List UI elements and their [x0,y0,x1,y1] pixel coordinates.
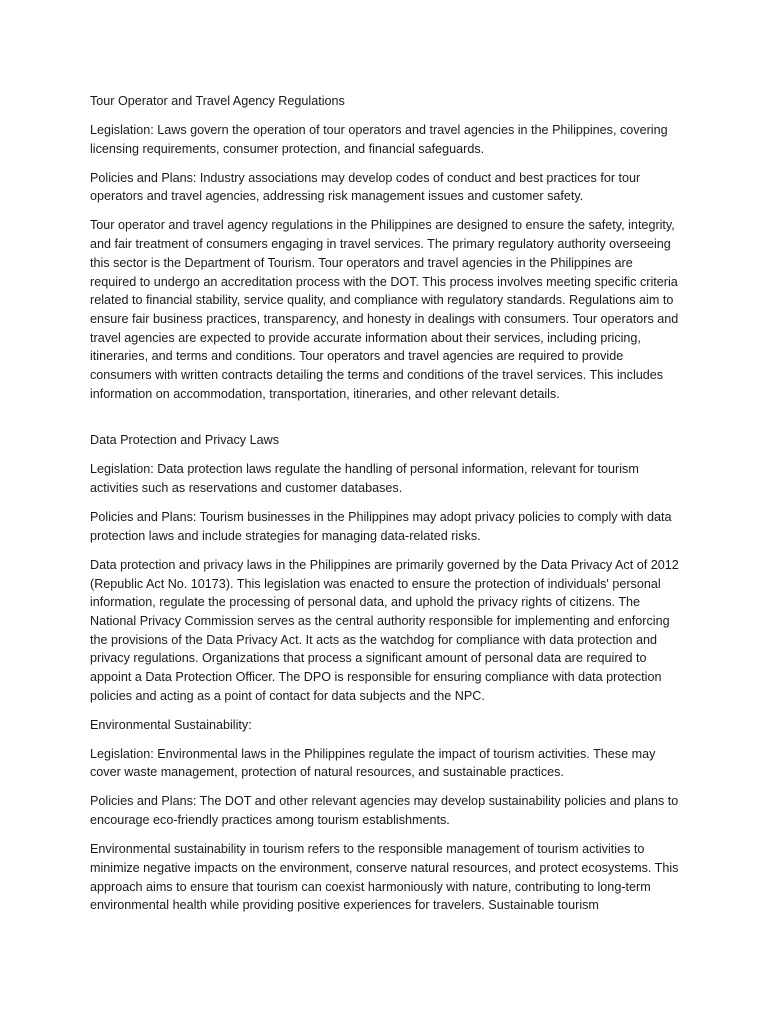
section-policies-tour-operator: Policies and Plans: Industry associations may develop codes of conduct and best practices for tour operators and travel agencies, addressing risk management issues and customer safety. [90,170,641,204]
section-title-data-protection: Data Protection and Privacy Laws [90,433,279,448]
section-legislation-environmental: Legislation: Environmental laws in the Philippines regulate the impact of tourism activities. These may cover waste management, protection of natural resources, and sustainable practices. [90,746,656,780]
section-title-environmental: Environmental Sustainability: [90,717,252,732]
section-body-data-protection: Data protection and privacy laws in the Philippines are primarily governed by the Data Privacy Act of 2012 (Republic Act No. 10173). This legislation was enacted to ensure the protection of individuals' personal information, regulate the processing of personal data, and uphold the privacy rights of citizens. The National Privacy Commission serves as the central authority responsible for implementing and enforcing the provisions of the Data Privacy Act. It acts as the watchdog for compliance with data protection and privacy regulations. Organizations that process a significant amount of personal data are required to appoint a Data Protection Officer. The DPO is responsible for ensuring compliance with data protection policies and acting as a point of contact for data subjects and the NPC. [90,557,679,703]
section-policies-environmental: Policies and Plans: The DOT and other relevant agencies may develop sustainability policies and plans to encourage eco-friendly practices among tourism establishments. [90,794,679,828]
section-title-tour-operator: Tour Operator and Travel Agency Regulations [90,94,345,108]
section-body-environmental: Environmental sustainability in tourism refers to the responsible management of tourism activities to minimize negative impacts on the environment, conserve natural resources, and protect ecosystems. This approach aims to ensure that tourism can coexist harmoniously with nature, contributing to long-term environmental health while providing positive experiences for travelers. Sustainable tourism [90,842,679,913]
section-policies-data-protection: Policies and Plans: Tourism businesses in the Philippines may adopt privacy policies to comply with data protection laws and include strategies for managing data-related risks. [90,510,672,543]
section-legislation-data-protection: Legislation: Data protection laws regulate the handling of personal information, relevant for tourism activities such as reservations and customer databases. [90,462,639,496]
section-body-tour-operator: Tour operator and travel agency regulations in the Philippines are designed to ensure the safety, integrity, and fair treatment of consumers engaging in travel services. The primary regulatory authority overseeing this sector is the Department of Tourism. Tour operators and travel agencies in the Philippines are required to undergo an accreditation process with the DOT. This process involves meeting specific criteria related to financial stability, service quality, and compliance with regulatory standards. Regulations aim to ensure fair business practices, transparency, and honesty in dealings with consumers. Tour operators and travel agencies are expected to provide accurate information about their services, including pricing, itineraries, and terms and conditions. Tour operators and travel agencies are required to provide consumers with written contracts detailing the terms and conditions of the travel services. This includes information on accommodation, transportation, itineraries, and other relevant details. [90,218,679,401]
document-page [90,92,680,925]
section-legislation-tour-operator: Legislation: Laws govern the operation of tour operators and travel agencies in the Philippines, covering licensing requirements, consumer protection, and financial safeguards. [90,123,668,156]
